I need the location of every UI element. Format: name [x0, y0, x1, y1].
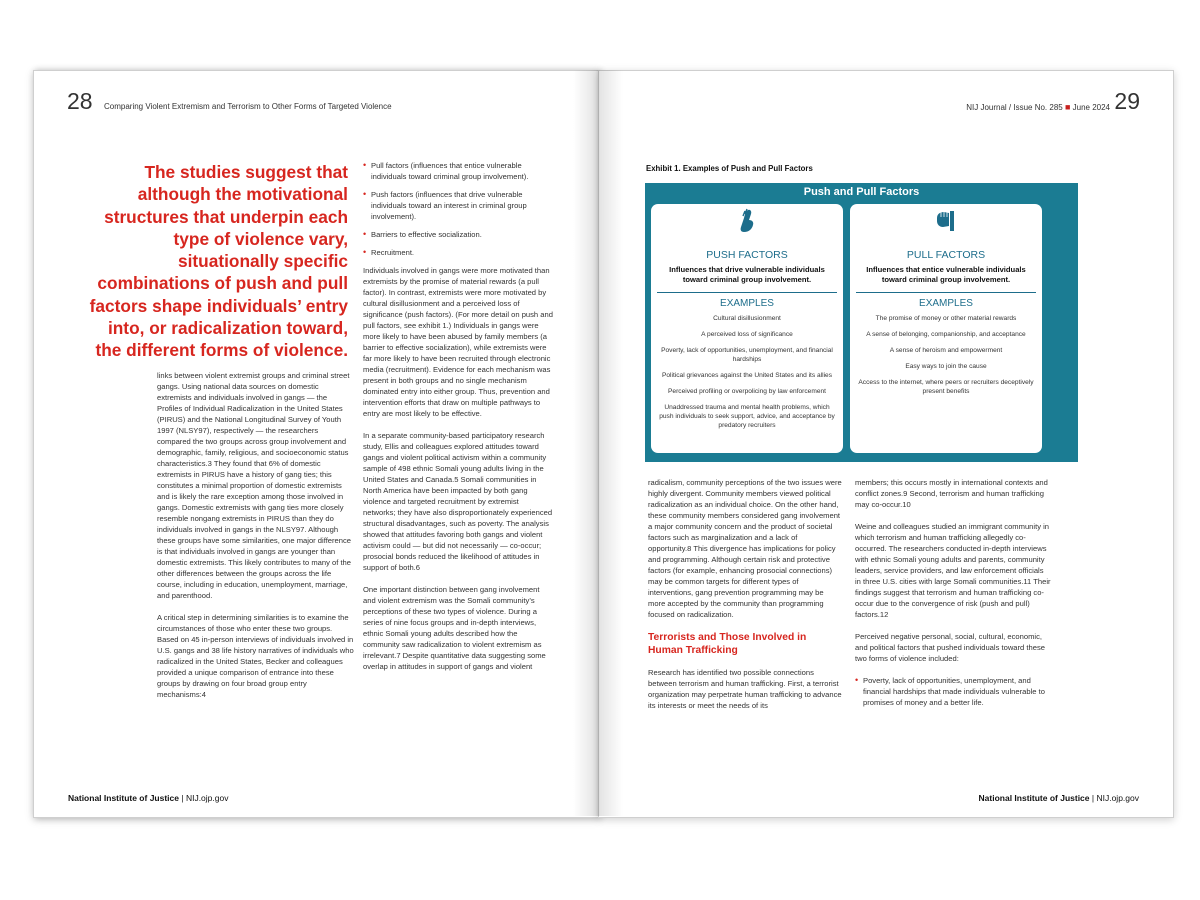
body-paragraph: radicalism, community perceptions of the two issues were highly divergent. Community members viewed political radicalization as an individual choice. On the other hand, these community members considered gang involvement a major community concern and the product of societal factors such as marginalization and a lack of opportunity.8 This divergence has implications for policy and programming. Although certain risk and protective factors (for example, enhancing prosocial connections) may be common targets for different types of interventions, gang prevention programming may be more accepted by the community than programming focused on radicalization. [648, 478, 842, 619]
footer-org: National Institute of Justice [978, 793, 1090, 803]
pull-examples-list [856, 314, 1036, 403]
footer-separator: | [179, 793, 186, 803]
list-item: • Push factors (influences that drive vulnerable individuals toward an interest in criminal group involvement). [363, 189, 553, 222]
body-paragraph: Research has identified two possible connections between terrorism and human trafficking. First, a terrorist organization may perpetrate human trafficking to advance its interests or meet the needs of its [648, 668, 842, 710]
exhibit-header: Push and Pull Factors [803, 186, 920, 198]
footer-url: NIJ.ojp.gov [1096, 793, 1139, 803]
pull-factors-description: Influences that entice vulnerable individuals toward criminal group involvement. [866, 265, 1026, 284]
body-paragraph: Weine and colleagues studied an immigrant community in which terrorism and human trafficking allegedly co-occurred. The researchers conducted in-depth interviews with ethnic Somali young adults and parents, community leaders, service providers, and law enforcement officials in three U.S. cities with large Somali communities.11 Their findings suggest that terrorism and human trafficking co-occur due to the convergence of risk (push and pull) factors.12 [855, 522, 1051, 619]
running-head [966, 102, 1110, 112]
running-head: Comparing Violent Extremism and Terrorism to Other Forms of Targeted Violence [104, 102, 392, 111]
list-item: Easy ways to join the cause [905, 363, 987, 370]
push-examples-title: EXAMPLES [720, 298, 774, 309]
section-subhead: Terrorists and Those Involved in Human Trafficking [648, 632, 807, 656]
push-factors-description: Influences that drive vulnerable individuals toward criminal group involvement. [669, 265, 825, 284]
page-number: 29 [1114, 88, 1140, 114]
entry-mechanisms-list [363, 160, 553, 258]
pull-factors-title: PULL FACTORS [906, 249, 986, 261]
list-item: Perceived profiling or overpolicing by law enforcement [668, 388, 826, 395]
page-footer [979, 793, 1139, 803]
divider [657, 292, 837, 293]
list-item: Cultural disillusionment [713, 315, 781, 322]
list-item: The promise of money or other material rewards [875, 315, 1017, 322]
list-item: Poverty, lack of opportunities, unemployment, and financial hardships [661, 347, 833, 363]
magazine-spread [33, 70, 1172, 816]
pull-factors-panel [850, 204, 1042, 453]
body-paragraph: members; this occurs mostly in international contexts and conflict zones.9 Second, terrorism and human trafficking may co-occur.10 [855, 478, 1048, 509]
list-item: Access to the internet, where peers or recruiters deceptively present benefits [858, 379, 1034, 395]
body-paragraph: Individuals involved in gangs were more motivated than extremists by the promise of material rewards (a pull factor). In contrast, extremists were more motivated by cultural disillusionment and a perceived loss of significance (push factors). (For more detail on push and pull factors, see exhibit 1.) Individuals in gangs were more likely to have been abused by family members (a barrier to effective socialization), while extremists were far more likely to have been recruited through electronic media (recruitment). Evidence for each mechanism was present in both groups and no single mechanism dominated entry into either group. Thus, prevention and intervention efforts that draw on multiple pathways to entry are most likely to be effective. [363, 266, 553, 418]
page-footer [68, 793, 228, 803]
right-column-1 [648, 477, 842, 722]
journal-issue: NIJ Journal / Issue No. 285 [966, 103, 1063, 112]
separator-square-icon: ■ [1064, 102, 1071, 112]
list-item: A sense of heroism and empowerment [889, 347, 1003, 354]
footer-org: National Institute of Justice [68, 793, 179, 803]
push-hand-icon [736, 208, 758, 234]
right-column-2 [855, 477, 1051, 715]
right-page [598, 70, 1174, 818]
push-examples-list [657, 314, 837, 437]
divider [856, 292, 1036, 293]
body-paragraph: In a separate community-based participatory research study, Ellis and colleagues explored attitudes toward gangs and violent political activism within a community sample of 498 ethnic Somali young adults living in the United States and Canada.5 Somali communities in North America have been impacted by both gang violence and targeted recruitment by extremist networks; they have also disproportionately experienced structural disadvantages, such as poverty. The analysis showed that attitudes favoring both gangs and violent activism could — but did not necessarily — co-occur; prosocial bonds reduced the likelihood of attitudes in support of both.6 [363, 431, 553, 572]
pull-examples-title: EXAMPLES [919, 298, 973, 309]
pull-quote: The studies suggest that although the motivational structures that underpin each type of violence vary, situationally specific combinations of push and pull factors shape individuals’ entry into, or radicalization toward, the different forms of violence. [89, 162, 348, 361]
list-item: A sense of belonging, companionship, and acceptance [866, 331, 1026, 338]
list-item: Political grievances against the United States and its allies [661, 372, 833, 379]
body-paragraph: links between violent extremist groups and criminal street gangs. Using national data sources on domestic extremists and individuals involved in gangs — the Profiles of Individual Radicalization in the United States (PIRUS) and the National Longitudinal Survey of Youth 1997 (NLSY97), respectively — the researchers compared the two groups across group involvement and demographic, family, religious, and socioeconomic status characteristics.3 They found that 6% of domestic extremists in PIRUS have a history of gang ties; this constitutes a minimal proportion of domestic extremists and is likely the rare exception among those involved in gangs. Domestic extremists with gang ties more closely resemble nongang extremists in PIRUS than they do individuals involved in gangs in the NLSY97. Although these groups have some similarities, one major difference is that individuals involved in gangs are younger than domestic extremists. This likely contributes to many of the other differences between the groups across the life course, including in education, unemployment, marriage, and parenthood. [157, 371, 352, 600]
pull-hand-icon [934, 208, 958, 234]
push-factors-list [855, 675, 1051, 708]
list-item: • Pull factors (influences that entice vulnerable individuals toward criminal group involvement). [363, 160, 553, 182]
push-factors-panel [651, 204, 843, 453]
list-item: • Recruitment. [363, 247, 553, 258]
exhibit-title: Exhibit 1. Examples of Push and Pull Factors [646, 164, 813, 173]
footer-separator: | [1089, 793, 1097, 803]
footer-url: NIJ.ojp.gov [185, 793, 229, 803]
body-paragraph: One important distinction between gang involvement and violent extremism was the Somali community’s perceptions of these two types of violence. During a series of nine focus groups and in-depth interviews, ethnic Somali young adults described how the community saw radicalization to violent extremism as irrelevant.7 Despite quantitative data suggesting some overlap in attitudes in support of gangs and violent [363, 585, 546, 671]
left-column-2 [363, 160, 553, 683]
left-column-1 [157, 370, 354, 711]
body-paragraph: Perceived negative personal, social, cultural, economic, and political factors that pushed individuals toward these two forms of violence included: [855, 632, 1045, 663]
list-item: • Barriers to effective socialization. [363, 229, 553, 240]
exhibit-push-pull-factors [645, 183, 1078, 462]
body-paragraph: A critical step in determining similarities is to examine the circumstances of those who enter these two groups. Based on 45 in-person interviews of individuals involved in U.S. gangs and 38 life history narratives of individuals who radicalized in the United States, Becker and colleagues provided a unique comparison of entrance into these groups by drawing on four broad group entry mechanisms:4 [157, 613, 354, 699]
issue-date: June 2024 [1072, 103, 1110, 112]
list-item: • Poverty, lack of opportunities, unemployment, and financial hardships that made individuals vulnerable to promises of money and a better life. [855, 675, 1051, 708]
list-item: Unaddressed trauma and mental health problems, which push individuals to seek support, advice, and acceptance by predatory recruiters [659, 404, 835, 429]
list-item: A perceived loss of significance [701, 331, 793, 338]
page-number: 28 [67, 88, 93, 114]
left-page [33, 70, 600, 818]
push-factors-title: PUSH FACTORS [706, 249, 788, 261]
